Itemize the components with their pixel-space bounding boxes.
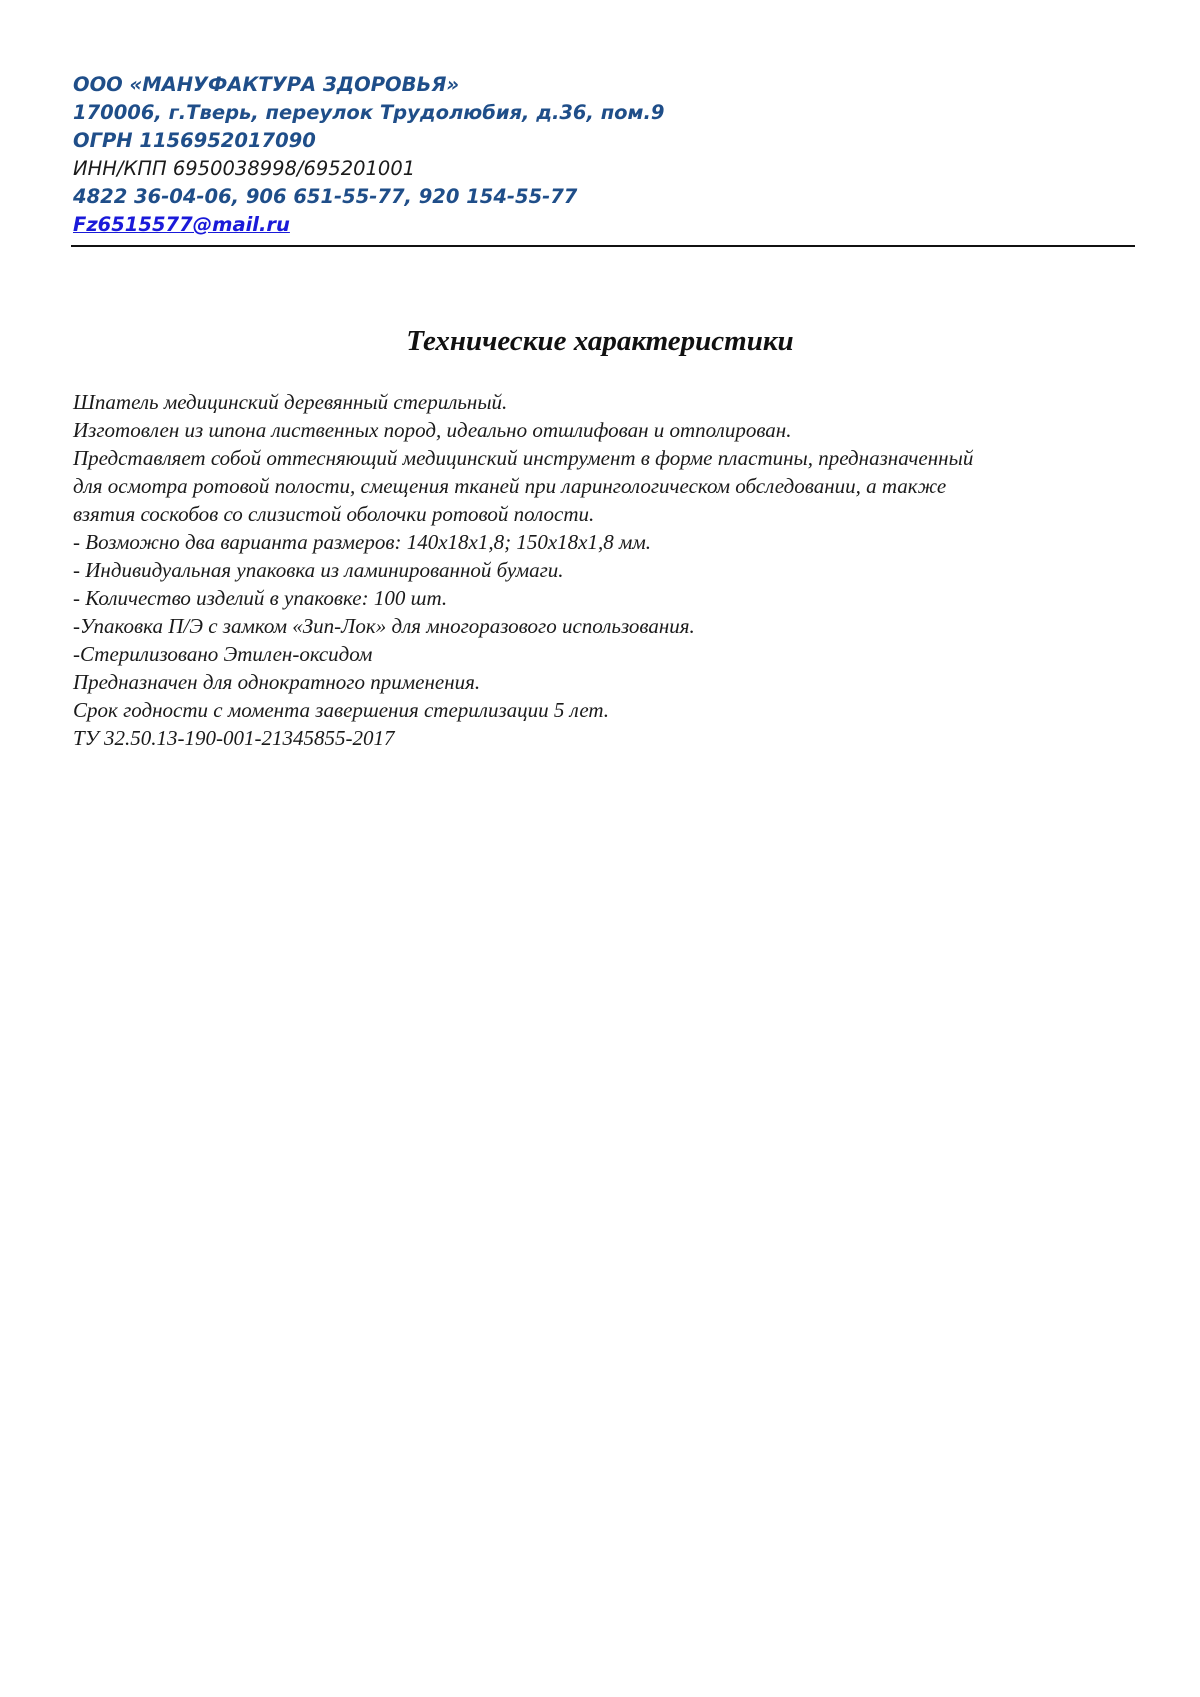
spec-line: Предназначен для однократного применения.	[73, 670, 481, 694]
spec-line: Изготовлен из шпона лиственных пород, идеально отшлифован и отполирован.	[73, 418, 792, 442]
spec-line: для осмотра ротовой полости, смещения тканей при ларингологическом обследовании, а также	[73, 474, 947, 498]
spec-line: -Упаковка П/Э с замком «Зип-Лок» для многоразового использования.	[73, 614, 695, 638]
spec-line: Шпатель медицинский деревянный стерильный.	[73, 390, 508, 414]
company-email-link[interactable]: Fz6515577@mail.ru	[73, 213, 290, 236]
spec-line: - Количество изделий в упаковке: 100 шт.	[73, 586, 448, 610]
letterhead	[73, 71, 1133, 239]
company-address: 170006, г.Тверь, переулок Трудолюбия, д.36, пом.9	[73, 101, 665, 124]
spec-line: Срок годности с момента завершения стерилизации 5 лет.	[73, 698, 610, 722]
spec-line: - Возможно два варианта размеров: 140х18х1,8; 150х18х1,8 мм.	[73, 530, 652, 554]
company-phones: 4822 36-04-06, 906 651-55-77, 920 154-55-77	[73, 185, 578, 208]
specifications-text	[73, 388, 1143, 752]
document-title: Технические характеристики	[406, 325, 794, 357]
spec-line: взятия соскобов со слизистой оболочки ротовой полости.	[73, 502, 595, 526]
spec-line: - Индивидуальная упаковка из ламинированной бумаги.	[73, 558, 564, 582]
company-name: ООО «МАНУФАКТУРА ЗДОРОВЬЯ»	[73, 73, 460, 96]
spec-line: -Стерилизовано Этилен-оксидом	[73, 642, 373, 666]
spec-line: ТУ 32.50.13-190-001-21345855-2017	[73, 726, 395, 750]
company-ogrn: ОГРН 1156952017090	[73, 129, 316, 152]
spec-line: Представляет собой оттесняющий медицинский инструмент в форме пластины, предназначенный	[73, 446, 974, 470]
letterhead-divider	[71, 245, 1135, 247]
company-inn-kpp: ИНН/КПП 6950038998/695201001	[73, 157, 416, 180]
